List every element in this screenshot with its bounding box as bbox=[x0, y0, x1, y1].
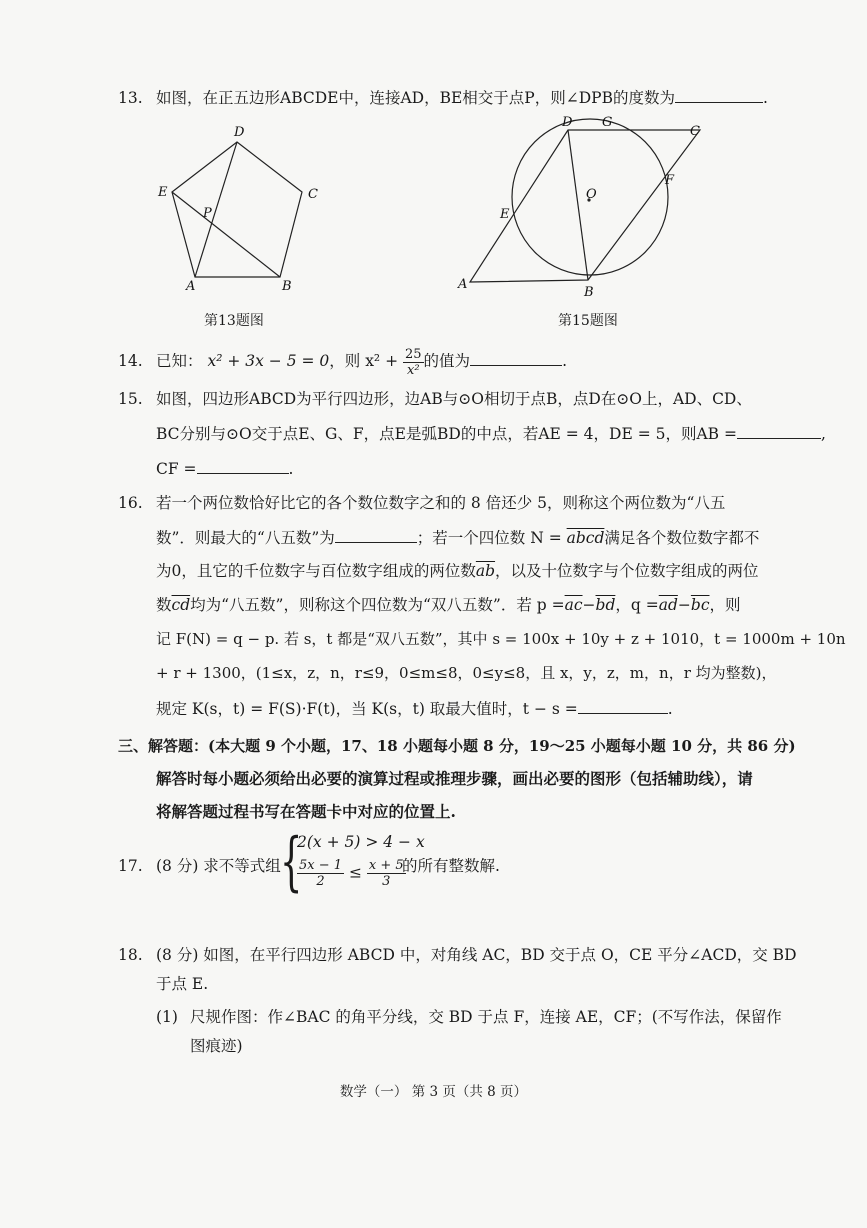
denominator: 3 bbox=[382, 874, 391, 889]
numerator: 5x − 1 bbox=[299, 858, 343, 873]
overline-number: $\overline{bd}$ bbox=[595, 596, 616, 614]
question-text: 为0，且它的千位数字与百位数字组成的两位数 bbox=[156, 562, 476, 580]
question-text: 的值为 bbox=[423, 352, 471, 370]
inequality-2 bbox=[297, 858, 406, 889]
question-text: 已知： bbox=[156, 352, 203, 370]
question-text: BC分别与⊙O交于点E、G、F，点E是弧BD的中点，若AE = 4，DE = 5，则AB = bbox=[156, 425, 737, 443]
question-text: (8 分) 如图，在平行四边形 ABCD 中，对角线 AC，BD 交于点 O，CE 平分∠ACD，交 BD bbox=[156, 946, 797, 964]
question-number: 14. bbox=[118, 352, 143, 370]
question-text: + r + 1300，(1≤x，z，n，r≤9，0≤m≤8，0≤y≤8，且 x，y，z，m，n，r 均为整数)， bbox=[156, 664, 777, 682]
footer-text: 数学（一） 第 3 页（共 8 页） bbox=[339, 1084, 528, 1100]
question-text: ，则 x² + bbox=[329, 352, 399, 370]
label-c: C bbox=[690, 124, 700, 139]
question-text: 图痕迹) bbox=[190, 1037, 243, 1055]
figure-15-circle bbox=[450, 112, 710, 297]
overline-number: $\overline{ab}$ bbox=[475, 562, 496, 580]
question-15-line-2 bbox=[156, 422, 826, 445]
question-text: 于点 E. bbox=[156, 975, 209, 993]
question-18-line-1 bbox=[118, 944, 797, 966]
question-text: 满足各个数位数字都不 bbox=[604, 529, 760, 547]
question-15-line-1 bbox=[118, 388, 752, 410]
question-14 bbox=[118, 344, 567, 378]
operator: − bbox=[582, 596, 596, 614]
equation: x² + 3x − 5 = 0 bbox=[207, 352, 330, 370]
question-18-line-2 bbox=[156, 973, 208, 995]
question-text: (8 分) 求不等式组 bbox=[156, 857, 281, 875]
page-footer bbox=[0, 1080, 867, 1100]
answer-blank bbox=[197, 457, 289, 474]
question-16-line-5 bbox=[156, 628, 846, 650]
figure-13-caption: 第13题图 bbox=[204, 313, 264, 329]
label-f: F bbox=[665, 173, 675, 188]
section-3-heading bbox=[118, 735, 796, 757]
label-d: D bbox=[234, 125, 245, 140]
answer-blank bbox=[335, 526, 417, 543]
label-a: A bbox=[186, 279, 196, 294]
question-text: 如图，在正五边形ABCDE中，连接AD，BE相交于点P，则∠DPB的度数为 bbox=[156, 89, 675, 107]
question-number: 18. bbox=[118, 946, 143, 964]
question-text: 记 F(N) = q − p. 若 s，t 都是“双八五数”，其中 s = 100x + 10y + z + 1010，t = 1000m + 10n bbox=[156, 630, 846, 648]
question-number: 13. bbox=[118, 89, 143, 107]
fraction bbox=[403, 347, 424, 378]
fraction bbox=[297, 858, 344, 889]
section-heading-text: 三、解答题：(本大题 9 个小题，17、18 小题每小题 8 分，19～25 小题每小题 10 分，共 86 分) bbox=[118, 737, 796, 755]
question-16-line-4 bbox=[156, 594, 741, 616]
question-text: 规定 K(s，t) = F(S)·F(t)，当 K(s，t) 取最大值时，t − s = bbox=[156, 700, 578, 718]
instruction-text: 将解答题过程书写在答题卡中对应的位置上. bbox=[156, 802, 456, 821]
answer-blank bbox=[578, 697, 668, 714]
answer-blank bbox=[737, 422, 821, 439]
question-18-sub1-line-1 bbox=[156, 1006, 782, 1028]
pentagon-outline bbox=[172, 142, 302, 277]
punct: . bbox=[667, 700, 673, 718]
punct: . bbox=[762, 89, 768, 107]
overline-number: abcd bbox=[566, 529, 605, 547]
denominator: 2 bbox=[316, 874, 325, 889]
label-b: B bbox=[584, 285, 594, 297]
system-brace: { bbox=[280, 825, 303, 899]
question-number: 17. bbox=[118, 857, 143, 875]
question-text: 数”．则最大的“八五数”为 bbox=[156, 529, 335, 547]
segment-be bbox=[172, 192, 280, 277]
question-16-line-7 bbox=[156, 697, 673, 720]
question-17-lead bbox=[118, 855, 281, 877]
question-number: 15. bbox=[118, 390, 143, 408]
label-p: P bbox=[203, 206, 212, 221]
label-o: O bbox=[586, 187, 597, 202]
numerator: 25 bbox=[405, 346, 422, 362]
label-e: E bbox=[158, 185, 168, 200]
label-a: A bbox=[458, 277, 468, 292]
figure-15-caption: 第15题图 bbox=[558, 313, 618, 329]
question-text: 若一个两位数恰好比它的各个数位数字之和的 8 倍还少 5，则称这个两位数为“八五 bbox=[156, 494, 726, 512]
answer-blank bbox=[470, 349, 562, 366]
subquestion-number: (1) bbox=[156, 1008, 178, 1026]
question-number: 16. bbox=[118, 494, 143, 512]
question-text: 尺规作图：作∠BAC 的角平分线，交 BD 于点 F，连接 AE，CF；(不写作法，保留作 bbox=[190, 1008, 782, 1026]
overline-number: $\overline{ac}$ bbox=[564, 596, 583, 614]
question-16-line-2 bbox=[156, 526, 759, 549]
label-c: C bbox=[308, 187, 318, 202]
instruction-text: 解答时每小题必须给出必要的演算过程或推理步骤，画出必要的图形（包括辅助线），请 bbox=[156, 769, 753, 788]
question-18-sub1-line-2 bbox=[190, 1035, 243, 1057]
operator: ≤ bbox=[348, 863, 362, 882]
question-text: ，以及十位数字与个位数字组成的两位 bbox=[495, 562, 759, 580]
question-text: ，则 bbox=[709, 596, 741, 614]
overline-number: $\overline{bc}$ bbox=[690, 596, 710, 614]
label-b: B bbox=[282, 279, 292, 294]
question-16-line-6 bbox=[156, 662, 776, 684]
figure-13-pentagon bbox=[150, 120, 330, 295]
question-text: ；若一个四位数 N = bbox=[416, 529, 562, 547]
punct: , bbox=[820, 425, 826, 443]
question-text: 的所有整数解. bbox=[402, 857, 500, 875]
label-g: G bbox=[602, 115, 613, 130]
punct: . bbox=[562, 352, 567, 370]
question-15-line-3 bbox=[156, 457, 293, 480]
overline-number: $\overline{cd}$ bbox=[171, 596, 191, 614]
question-text: 均为“八五数”，则称这个四位数为“双八五数”．若 p = bbox=[190, 596, 565, 614]
question-16-line-1 bbox=[118, 492, 725, 514]
segment-ad bbox=[195, 142, 237, 277]
question-text: CF = bbox=[156, 460, 197, 478]
section-3-instructions-1 bbox=[156, 768, 753, 790]
fraction bbox=[367, 858, 406, 889]
question-text: ，q = bbox=[615, 596, 659, 614]
question-13 bbox=[118, 86, 768, 109]
section-3-instructions-2 bbox=[156, 801, 456, 823]
inequality-text: 2(x + 5) > 4 − x bbox=[297, 833, 425, 851]
question-16-line-3 bbox=[156, 560, 759, 582]
punct: . bbox=[288, 460, 294, 478]
segment-bd bbox=[568, 130, 588, 280]
question-text: 如图，四边形ABCD为平行四边形，边AB与⊙O相切于点B，点D在⊙O上，AD、CD、 bbox=[156, 390, 752, 408]
answer-blank bbox=[675, 86, 763, 103]
overline-number: $\overline{ad}$ bbox=[658, 596, 678, 614]
denominator: x² bbox=[407, 362, 420, 378]
label-d: D bbox=[562, 115, 573, 130]
question-17-tail bbox=[402, 855, 500, 877]
question-text: 数 bbox=[156, 596, 172, 614]
label-e: E bbox=[500, 207, 510, 222]
operator: − bbox=[677, 596, 691, 614]
numerator: x + 5 bbox=[368, 858, 404, 873]
inequality-1 bbox=[297, 831, 425, 853]
